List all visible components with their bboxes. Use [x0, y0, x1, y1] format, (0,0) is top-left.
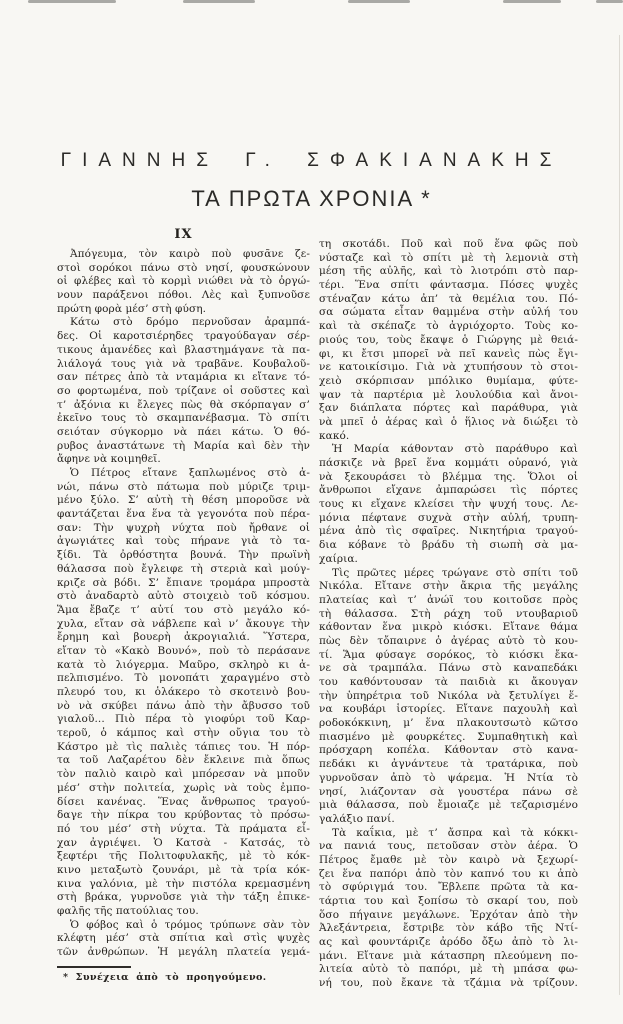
text-line: δαγε τὴν πίκρα του κρύβοντας τὸ πρόσω- — [57, 809, 310, 822]
text-line: στὴ βράκα, γυρνοῦσε γιὰ τὴν τάξη ἐπικε- — [57, 891, 310, 904]
text-line: ξεφτέρι τῆς Πολιτοφυλακῆς, μὲ τὸ κόκ- — [57, 850, 310, 863]
text-line: εἴταν τὸ «Κακὸ Βουνό», ποὺ τὸ περάσανε — [57, 644, 310, 657]
text-line: του καθόντουσαν τὰ παιδιὰ κι ἄκουγαν — [319, 676, 578, 688]
text-line: πρόσχαρη κοπέλα. Κάθονταν στὸ κανα- — [319, 744, 578, 757]
left-column-lines — [57, 248, 310, 960]
scan-artifact — [596, 0, 623, 3]
text-line: πεδάκι κι ἀγνάντευε τὰ τρατάρικα, ποὺ — [319, 758, 578, 771]
text-line: μόνια πέφτανε συχνὰ στὴν αὐλή, τρυπη- — [319, 511, 578, 524]
text-line: ζει ἕνα παπόρι ἀπὸ τὸν καπνό του κι ἀπὸ — [319, 867, 578, 880]
text-line: Ἡ Μαρία κάθονταν στὸ παράθυρο καὶ — [332, 443, 578, 456]
text-line: ροδοκόκκινη, μ’ ἕνα πλακουτσωτὸ κῶτσο — [319, 717, 578, 730]
text-line: νησί, λιάζονταν σὰ γουστέρα πάνω σὲ — [319, 785, 578, 798]
footnote: * Συνέχεια ἀπὸ τὸ προηγούμενο. — [63, 971, 267, 983]
text-line: χυλα, εἴταν σὰ νάβλεπε καὶ ν’ ἄκουγε τὴν — [57, 617, 310, 630]
text-line: Κάστρο μὲ τὶς παλιὲς τάπιες του. Ἡ πόρ- — [57, 740, 310, 753]
text-line: χαν ἀγριέψει. Ὁ Κατσὰ - Κατσάς, τὸ — [57, 836, 310, 849]
text-line: Κάτω στὸ δρόμο περνοῦσαν ἀραμπά- — [70, 316, 310, 329]
text-line: γαλάξιο πανί. — [319, 812, 395, 825]
text-line: κακό. — [319, 429, 350, 442]
text-line: τέρι. Ἕνα σπίτι φάντασμα. Πόσες ψυχὲς — [319, 279, 578, 292]
text-line: ἄνθρωποι εἴχανε ἀμπαρώσει τὶς πόρτες — [319, 484, 578, 497]
text-line: νὰ ξεκουράσει τὸ βλέμμα της. Ὅλοι οἱ — [319, 470, 578, 483]
text-line: μιὰ θάλασσα, ποὺ ἔμοιαζε μὲ τεζαρισμένο — [319, 799, 578, 812]
text-line: τὴν ὑπηρέτρια τοῦ Νικόλα νὰ ξετυλίγει ἕ- — [319, 689, 578, 702]
text-line: ξίδι. Τὰ ὀρθόστητα βουνά. Τὴν πρωϊνὴ — [57, 549, 310, 562]
text-line: μάνι. Εἴτανε μιὰ κάτασπρη πλεούμενη πο- — [319, 949, 578, 962]
text-line: σαν: Τὴν ψυχρὴ νύχτα ποὺ ἤρθανε οἱ — [57, 521, 310, 534]
text-line: τὸ σφύριγμά του. Ἔβλεπε πρῶτα τὰ κα- — [319, 881, 578, 894]
text-line: νουν παράξενοι πόθοι. Λὲς καὶ ξυπνοῦσε — [57, 289, 310, 302]
text-line: τὴ θάλασσα. Στὴ ράχη τοῦ ντουβαριοῦ — [319, 607, 578, 620]
text-line: να πανιά τους, πετοῦσαν στὸν ἀέρα. Ὁ — [319, 840, 578, 853]
text-line: κατὰ τὸ λιόγερμα. Μαῦρο, σκληρὸ κι ἀ- — [57, 658, 310, 671]
text-line: στὸ ἀναδαρτὸ αὐτὸ στοιχειὸ τοῦ κόσμου. — [57, 590, 310, 603]
text-line: ἐκεῖνο τους τὸ σκαμπανέβασμα. Τὸ σπίτι — [57, 412, 310, 425]
right-column — [319, 225, 578, 991]
text-line: νή του, ποὺ ἔκανε τὰ τζάμια νὰ τρίζουν. — [319, 977, 578, 990]
text-line: χειὸ σκόρπισαν μπόλικο θυμίαμα, φύτε- — [319, 374, 578, 387]
text-line: Ὁ φόβος καὶ ὁ τρόμος τρύπωνε σὰν τὸν — [70, 918, 310, 931]
text-line: κλέφτη μέσ’ στὰ σπίτια καὶ στὶς ψυχὲς — [57, 932, 310, 945]
text-line: να κουβάρι ἱστορίες. Εἴτανε παχουλὴ καὶ — [319, 703, 578, 716]
text-line: καὶ τὰ σκέπαζε τὸ ἀγριόχορτο. Τοὺς κο- — [319, 320, 578, 333]
text-line: σο φορτωμένα, ποὺ τρίζανε οἱ σοῦστες καὶ — [57, 384, 310, 397]
text-line: πλευρό του, κι ὁλάκερο τὸ σκοτεινὸ βου- — [57, 686, 310, 698]
text-line: στέναζαν κάτω ἀπ’ τὰ θεμέλια του. Πό- — [319, 292, 578, 305]
text-line: νὸ νὰ σκύβει πάνω ἀπὸ τὴν ἄβυσσο τοῦ — [57, 699, 310, 712]
text-line: τ’ ἀξόνια κι ἔλεγες πὼς θὰ σκόρπαγαν σ’ — [57, 398, 310, 411]
text-line: κάθονταν ἕνα μικρὸ κιόσκι. Εἴτανε θάμα — [319, 621, 578, 634]
text-line: σαν πέτρες ἀπὸ τὰ νταμάρια κι εἴτανε τό- — [57, 371, 310, 384]
text-line: μέση τῆς αὐλῆς, καὶ τὸ λιοτρόπι στὸ παρ- — [319, 265, 578, 278]
text-line: νύσταζε καὶ τὸ σπίτι μὲ τὴ λεμονιὰ στὴ — [319, 251, 578, 264]
text-line: τί. Ἅμα φύσαγε σορόκος, τὸ κιόσκι ἔκα- — [319, 648, 578, 661]
text-line: χαίρια. — [319, 552, 358, 565]
text-line: δίσει κανένας. Ἕνας ἄνθρωπος τραγού- — [57, 795, 310, 808]
section-number: IX — [174, 227, 193, 242]
text-line: ριούς του, τοὺς ἔκαψε ὁ Γιώργης μὲ θειά- — [319, 333, 578, 346]
scan-artifact — [348, 0, 410, 3]
text-line: γυρνοῦσαν ἀπὸ τὸ ψάρεμα. Ἡ Ντία τὸ — [319, 771, 578, 784]
text-line: νὰ μπεῖ ὁ ἀέρας καὶ ὁ ἥλιος νὰ διώξει τὸ — [319, 415, 578, 428]
text-line: Τὰ καΐκια, μὲ τ’ ἄσπρα καὶ τὰ κόκκι- — [332, 826, 578, 839]
text-line: τεροῦ, ὁ κάμπος καὶ στὴν οὔγια του τὸ — [57, 727, 310, 740]
text-line: ὅσο πήγαινε μεγάλωνε. Ἐρχόταν ἀπὸ τὴν — [319, 908, 578, 921]
text-line: ψαν τὰ παρτέρια μὲ λουλούδια καὶ ἄνοι- — [319, 388, 578, 401]
text-line: Ἀπόγευμα, τὸν καιρὸ ποὺ φυσᾶνε ζε- — [70, 248, 310, 260]
scan-artifact — [28, 0, 116, 3]
text-line: λιτεία αὐτὸ τὸ παπόρι, μὲ τὴ μπάσα φω- — [319, 963, 578, 976]
left-column — [57, 225, 310, 991]
text-line: τα τοῦ Λαζαρέτου δὲν ἔκλεινε πιὰ ὅπως — [57, 754, 310, 767]
text-line: κινα γαλόνια, μὲ τὴν πιστόλα κρεμασμένη — [57, 877, 310, 890]
text-line: Τὶς πρῶτες μέρες τρώγανε στὸ σπίτι τοῦ — [332, 566, 578, 579]
text-line: μένα ἀπὸ τὶς σφαῖρες. Νικητήρια τραγού- — [319, 525, 578, 538]
author-heading: ΓΙΑΝΝΗΣ Γ. ΣΦΑΚΙΑΝΑΚΗΣ — [60, 150, 563, 171]
text-line: τικους ἀμανέδες καὶ βλαστημάγανε τὰ πα- — [57, 343, 310, 356]
text-line: Ὁ Πέτρος εἴτανε ξαπλωμένος στὸ ἀ- — [70, 467, 310, 479]
right-column-lines — [319, 238, 578, 991]
text-line: φαντάζεται ἕνα ἕνα τὰ γεγονότα ποὺ πέρα- — [57, 508, 310, 521]
text-line: ξαν διάπλατα πόρτες καὶ παράθυρα, γιὰ — [319, 402, 578, 415]
text-line: οἱ φλέβες καὶ τὸ κορμὶ νιώθει νὰ τὸ ὀργώ- — [57, 275, 310, 288]
page-title: ΤΑ ΠΡΩΤΑ ΧΡΟΝΙΑ * — [191, 186, 432, 211]
text-line: πλατείας καὶ τ’ ἀνώϊ του κοιτοῦσε πρὸς — [319, 593, 578, 606]
footnote-rule — [57, 966, 131, 968]
text-line: ἀγωγιάτες καὶ τοὺς πήρανε γιὰ τὸ τα- — [57, 535, 310, 548]
text-line: ἄφηνε νὰ κοιμηθεῖ. — [57, 453, 161, 466]
text-line: τους κι εἴχανε κλείσει τὴν ψυχή τους. Λε- — [319, 498, 578, 511]
text-line: πὼς δὲν τὄπαιρνε ὁ ἀγέρας αὐτὸ τὸ κου- — [319, 634, 578, 647]
text-line: τῶν ἀνθρώπων. Ἡ μεγάλη πλατεία γεμά- — [57, 946, 310, 959]
text-line: Ἅμα ἔβαζε τ’ αὐτί του στὸ μεγάλο κό- — [57, 603, 310, 616]
text-line: πελπισμένο. Τὸ μονοπάτι χαραγμένο στὸ — [57, 672, 310, 685]
text-line: νε σὰ τραμπάλα. Πάνω στὸ καναπεδάκι — [319, 662, 578, 675]
text-line: σα σώματα εἶταν θαμμένα στὴν αὐλή του — [319, 306, 578, 319]
text-line: λιάλογά τους γιὰ νὰ τραβᾶνε. Κουβαλοῦ- — [57, 357, 310, 370]
text-line: ἔρημη καὶ βουερὴ ἀκρογιαλιά. Ὕστερα, — [57, 631, 310, 644]
text-line: Ἀλεξάντρεια, ἔστριβε τὸν κάβο τῆς Ντί- — [319, 922, 578, 935]
text-line: νώι, πάνω στὸ πάτωμα ποὺ μύριζε τριμ- — [57, 480, 310, 493]
text-line: τη σκοτάδι. Ποῦ καὶ ποῦ ἕνα φῶς ποὺ — [319, 238, 578, 250]
text-line: ας καὶ φουντάριζε ἀρόδο ὄξω ἀπὸ τὸ λι- — [319, 936, 578, 949]
text-line: δια κόβανε τὸ βράδυ τὴ σιωπὴ σὰ μα- — [319, 539, 578, 552]
text-line: στοὶ σορόκοι πάνω στὸ νησί, φουσκώνουν — [57, 261, 310, 274]
text-line: πρώτη φορὰ μέσ’ στὴ φύση. — [57, 302, 207, 315]
text-line: Νικόλα. Εἴτανε στὴν ἄκρια τῆς μεγάλης — [319, 580, 578, 593]
text-line: φαλῆς τῆς πατούλιας του. — [57, 905, 199, 917]
text-line: ρυβος ἀναστάτωνε τὴ Μαρία καὶ δὲν τὴν — [57, 439, 310, 452]
text-line: θάλασσα ποὺ ἔγλειφε τὴ στεριὰ καὶ μούγ- — [57, 562, 310, 575]
text-line: κινο μεταξωτὸ ζουνάρι, μὲ τὰ τρία κόκ- — [57, 863, 310, 876]
text-line: τάρτια του καὶ ξοπίσω τὸ σκαρί του, ποὺ — [319, 895, 578, 907]
text-line: τὸν παλιὸ καιρὸ καὶ μπόρεσαν νὰ μποῦν — [57, 768, 310, 781]
text-line: πό του μέσ’ στὴ νύχτα. Τὰ πράματα εἶ- — [57, 822, 310, 835]
text-line: νε κατοικίσιμο. Γιὰ νὰ χτυπήσουν τὸ στοι- — [319, 361, 578, 374]
scan-edge-line — [619, 35, 620, 995]
text-line: μένο ξύλο. Σ’ αὐτὴ τὴ θέση μποροῦσε νὰ — [57, 494, 310, 507]
text-line: δες. Οἱ καροτσιέρηδες τραγούδαγαν σέρ- — [57, 330, 310, 343]
text-line: φι, κι ἔτσι μπορεῖ νὰ πεῖ κανεὶς πὼς ἔγι- — [319, 347, 578, 360]
scan-artifact — [503, 0, 561, 3]
text-line: μέσ’ στὴν πολιτεία, χωρὶς νὰ τοὺς ἐμπο- — [57, 781, 310, 794]
text-line: πιασμένο μὲ φουρκέτες. Συμπαθητικὴ καὶ — [319, 730, 578, 743]
text-line: κριζε σὰ βόδι. Σ’ ἔπιανε τρομάρα μπροστὰ — [57, 576, 310, 589]
scan-artifact — [183, 0, 255, 3]
text-line: σειόταν σύγκορμο νὰ πάει κάτω. Ὁ θό- — [57, 425, 310, 438]
text-line: πάσκιζε νὰ βρεῖ ἕνα κομμάτι οὐρανό, γιὰ — [319, 457, 578, 469]
text-columns — [57, 225, 578, 991]
text-line: Πέτρος ἔμαθε μὲ τὸν καιρὸ νὰ ξεχωρί- — [319, 853, 578, 866]
text-line: γιαλοῦ... Πιὸ πέρα τὸ γιοφύρι τοῦ Καρ- — [57, 713, 310, 726]
